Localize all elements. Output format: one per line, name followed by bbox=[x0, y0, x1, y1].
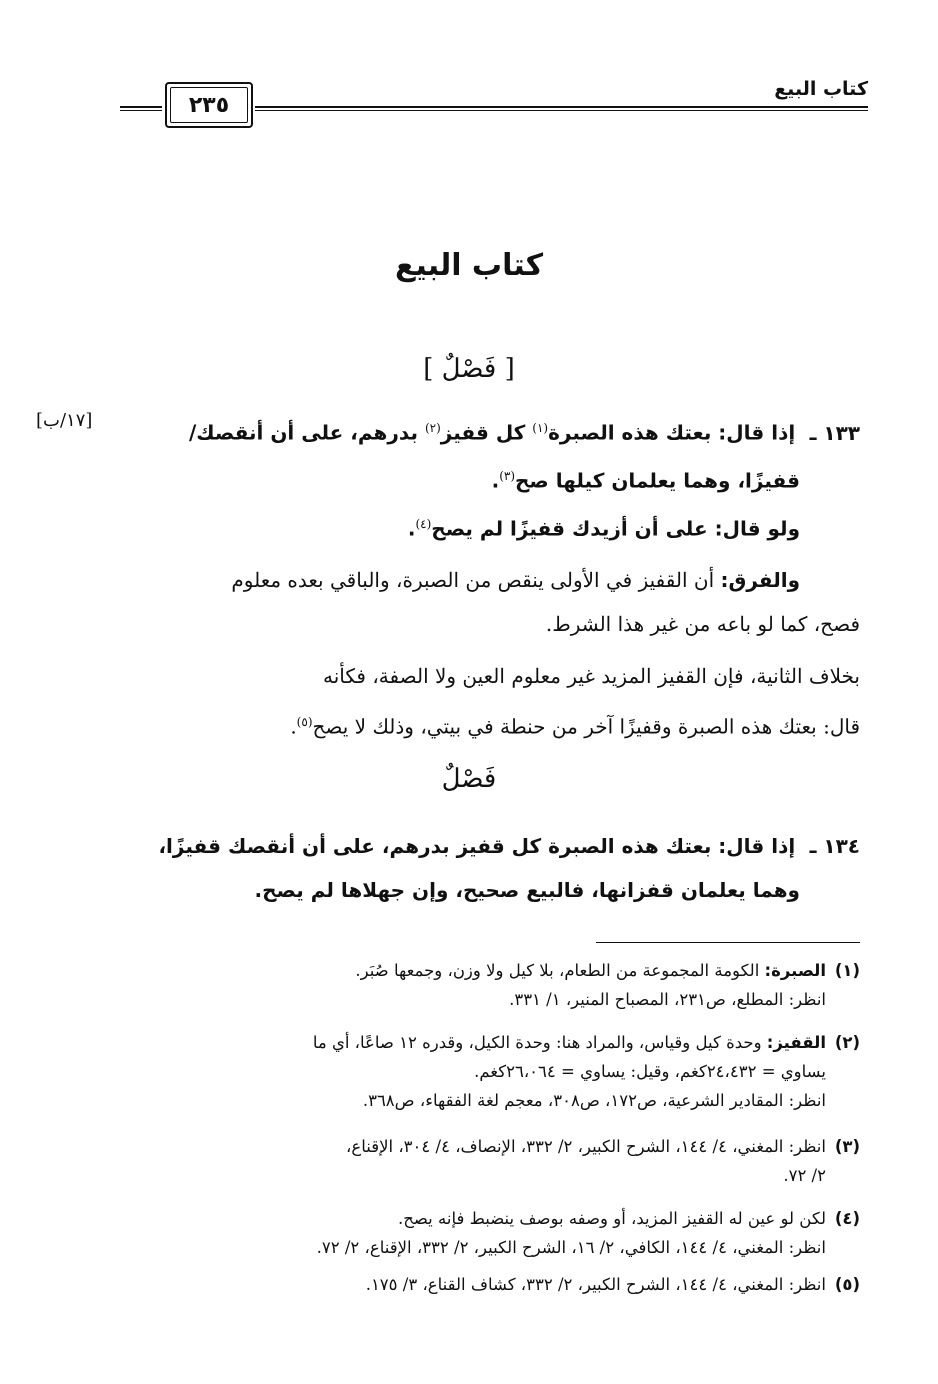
footnote-text: انظر: المطلع، ص٢٣١، المصباح المنير، ١/ ٣٣١. bbox=[509, 990, 826, 1009]
entry-text: إذا قال: بعتك هذه الصبرة كل قفيز بدرهم، على أن أنقصك قفيزًا، bbox=[158, 834, 796, 858]
footnote-text: الكومة المجموعة من الطعام، بلا كيل ولا وزن، وجمعها صُبَر. bbox=[355, 961, 760, 980]
entry-133-line-3 bbox=[120, 500, 800, 553]
footnote-separator bbox=[596, 942, 860, 943]
footnote-ref: (٣) bbox=[499, 469, 516, 483]
body-text: . bbox=[290, 714, 297, 739]
section-heading-2: فَصْلٌ bbox=[441, 764, 497, 794]
page-number: ٢٣٥ bbox=[188, 92, 230, 118]
difference-label: والفرق: bbox=[720, 568, 800, 592]
footnote-3 bbox=[120, 1132, 860, 1190]
footnote-term: الصبرة: bbox=[764, 961, 826, 980]
manuscript-folio-marker: [١٧/ب] bbox=[36, 410, 93, 431]
difference-line-2 bbox=[120, 600, 860, 648]
footnote-text: ٢/ ٧٢. bbox=[783, 1166, 826, 1185]
entry-text: قفيزًا، وهما يعلمان كيلها صح bbox=[515, 468, 800, 493]
header-rule bbox=[255, 106, 868, 108]
footnote-ref: (٢) bbox=[424, 421, 441, 435]
entry-text: إذا قال: بعتك هذه الصبرة bbox=[548, 420, 796, 445]
header-rule-left-thin bbox=[120, 110, 162, 111]
entry-text: . bbox=[407, 516, 416, 541]
footnote-number: (٣) bbox=[834, 1137, 860, 1156]
body-text: أن القفيز في الأولى ينقص من الصبرة، والباقي بعده معلوم bbox=[231, 568, 721, 592]
difference-line-4 bbox=[120, 698, 860, 751]
body-text: بخلاف الثانية، فإن القفيز المزيد غير معلوم العين ولا الصفة، فكأنه bbox=[322, 664, 860, 688]
entry-text: ولو قال: على أن أزيدك قفيزًا لم يصح bbox=[431, 516, 800, 541]
footnote-text: وحدة كيل وقياس، والمراد هنا: وحدة الكيل، وقدره ١٢ صاعًا، أي ما bbox=[312, 1033, 762, 1052]
footnote-4 bbox=[120, 1204, 860, 1262]
footnote-text: انظر: المغني، ٤/ ١٤٤، الشرح الكبير، ٢/ ٣٣٢، كشاف القناع، ٣/ ١٧٥. bbox=[365, 1275, 826, 1294]
running-title: كتاب البيع bbox=[774, 78, 868, 100]
page-number-box bbox=[165, 82, 253, 128]
footnote-text: انظر: المغني، ٤/ ١٤٤، الشرح الكبير، ٢/ ٣٣٢، الإنصاف، ٤/ ٣٠٤، الإقناع، bbox=[346, 1137, 826, 1156]
footnote-text: انظر: المقادير الشرعية، ص١٧٢، ص٣٠٨، معجم لغة الفقهاء، ص٣٦٨. bbox=[362, 1091, 826, 1110]
footnote-ref: (٥) bbox=[296, 715, 313, 729]
footnote-1 bbox=[120, 956, 860, 1014]
body-text: فصح، كما لو باعه من غير هذا الشرط. bbox=[545, 612, 860, 636]
footnote-2 bbox=[120, 1028, 860, 1115]
difference-line-1 bbox=[120, 556, 800, 604]
section-heading-1: [ فَصْلٌ ] bbox=[423, 354, 515, 384]
footnote-text: لكن لو عين له القفيز المزيد، أو وصفه بوصف ينضبط فإنه يصح. bbox=[397, 1209, 826, 1228]
footnote-number: (٥) bbox=[834, 1275, 860, 1294]
footnote-ref: (٤) bbox=[415, 517, 432, 531]
entry-text: كل قفيز bbox=[440, 420, 533, 445]
footnote-5 bbox=[120, 1270, 860, 1299]
header-rule-left bbox=[120, 106, 162, 108]
book-title: كتاب البيع bbox=[394, 248, 544, 283]
entry-number: ١٣٣ ـ bbox=[809, 420, 860, 445]
body-text: قال: بعتك هذه الصبرة وقفيزًا آخر من حنطة في بيتي، وذلك لا يصح bbox=[312, 714, 860, 739]
entry-133-line-2 bbox=[120, 452, 800, 505]
entry-text: بدرهم، على أن أنقصك/ bbox=[188, 420, 425, 445]
entry-134-line-2 bbox=[120, 866, 800, 914]
footnote-text: يساوي = ٢٤،٤٣٢كغم، وقيل: يساوي = ٢٦،٠٦٤كغم. bbox=[474, 1062, 826, 1081]
footnote-text: انظر: المغني، ٤/ ١٤٤، الكافي، ٢/ ١٦، الشرح الكبير، ٢/ ٣٣٢، الإقناع، ٢/ ٧٢. bbox=[316, 1238, 826, 1257]
entry-133-line-1 bbox=[120, 404, 860, 457]
entry-text: وهما يعلمان قفزانها، فالبيع صحيح، وإن جهلاها لم يصح. bbox=[254, 878, 800, 902]
footnote-number: (٤) bbox=[834, 1209, 860, 1228]
footnote-term: القفيز: bbox=[766, 1033, 826, 1052]
entry-text: . bbox=[491, 468, 500, 493]
footnote-number: (٢) bbox=[834, 1033, 860, 1052]
header-rule-thin bbox=[255, 110, 868, 111]
difference-line-3 bbox=[120, 652, 860, 700]
footnote-ref: (١) bbox=[532, 421, 549, 435]
entry-number: ١٣٤ ـ bbox=[809, 834, 860, 858]
footnote-number: (١) bbox=[834, 961, 860, 980]
entry-134-line-1 bbox=[120, 822, 860, 870]
